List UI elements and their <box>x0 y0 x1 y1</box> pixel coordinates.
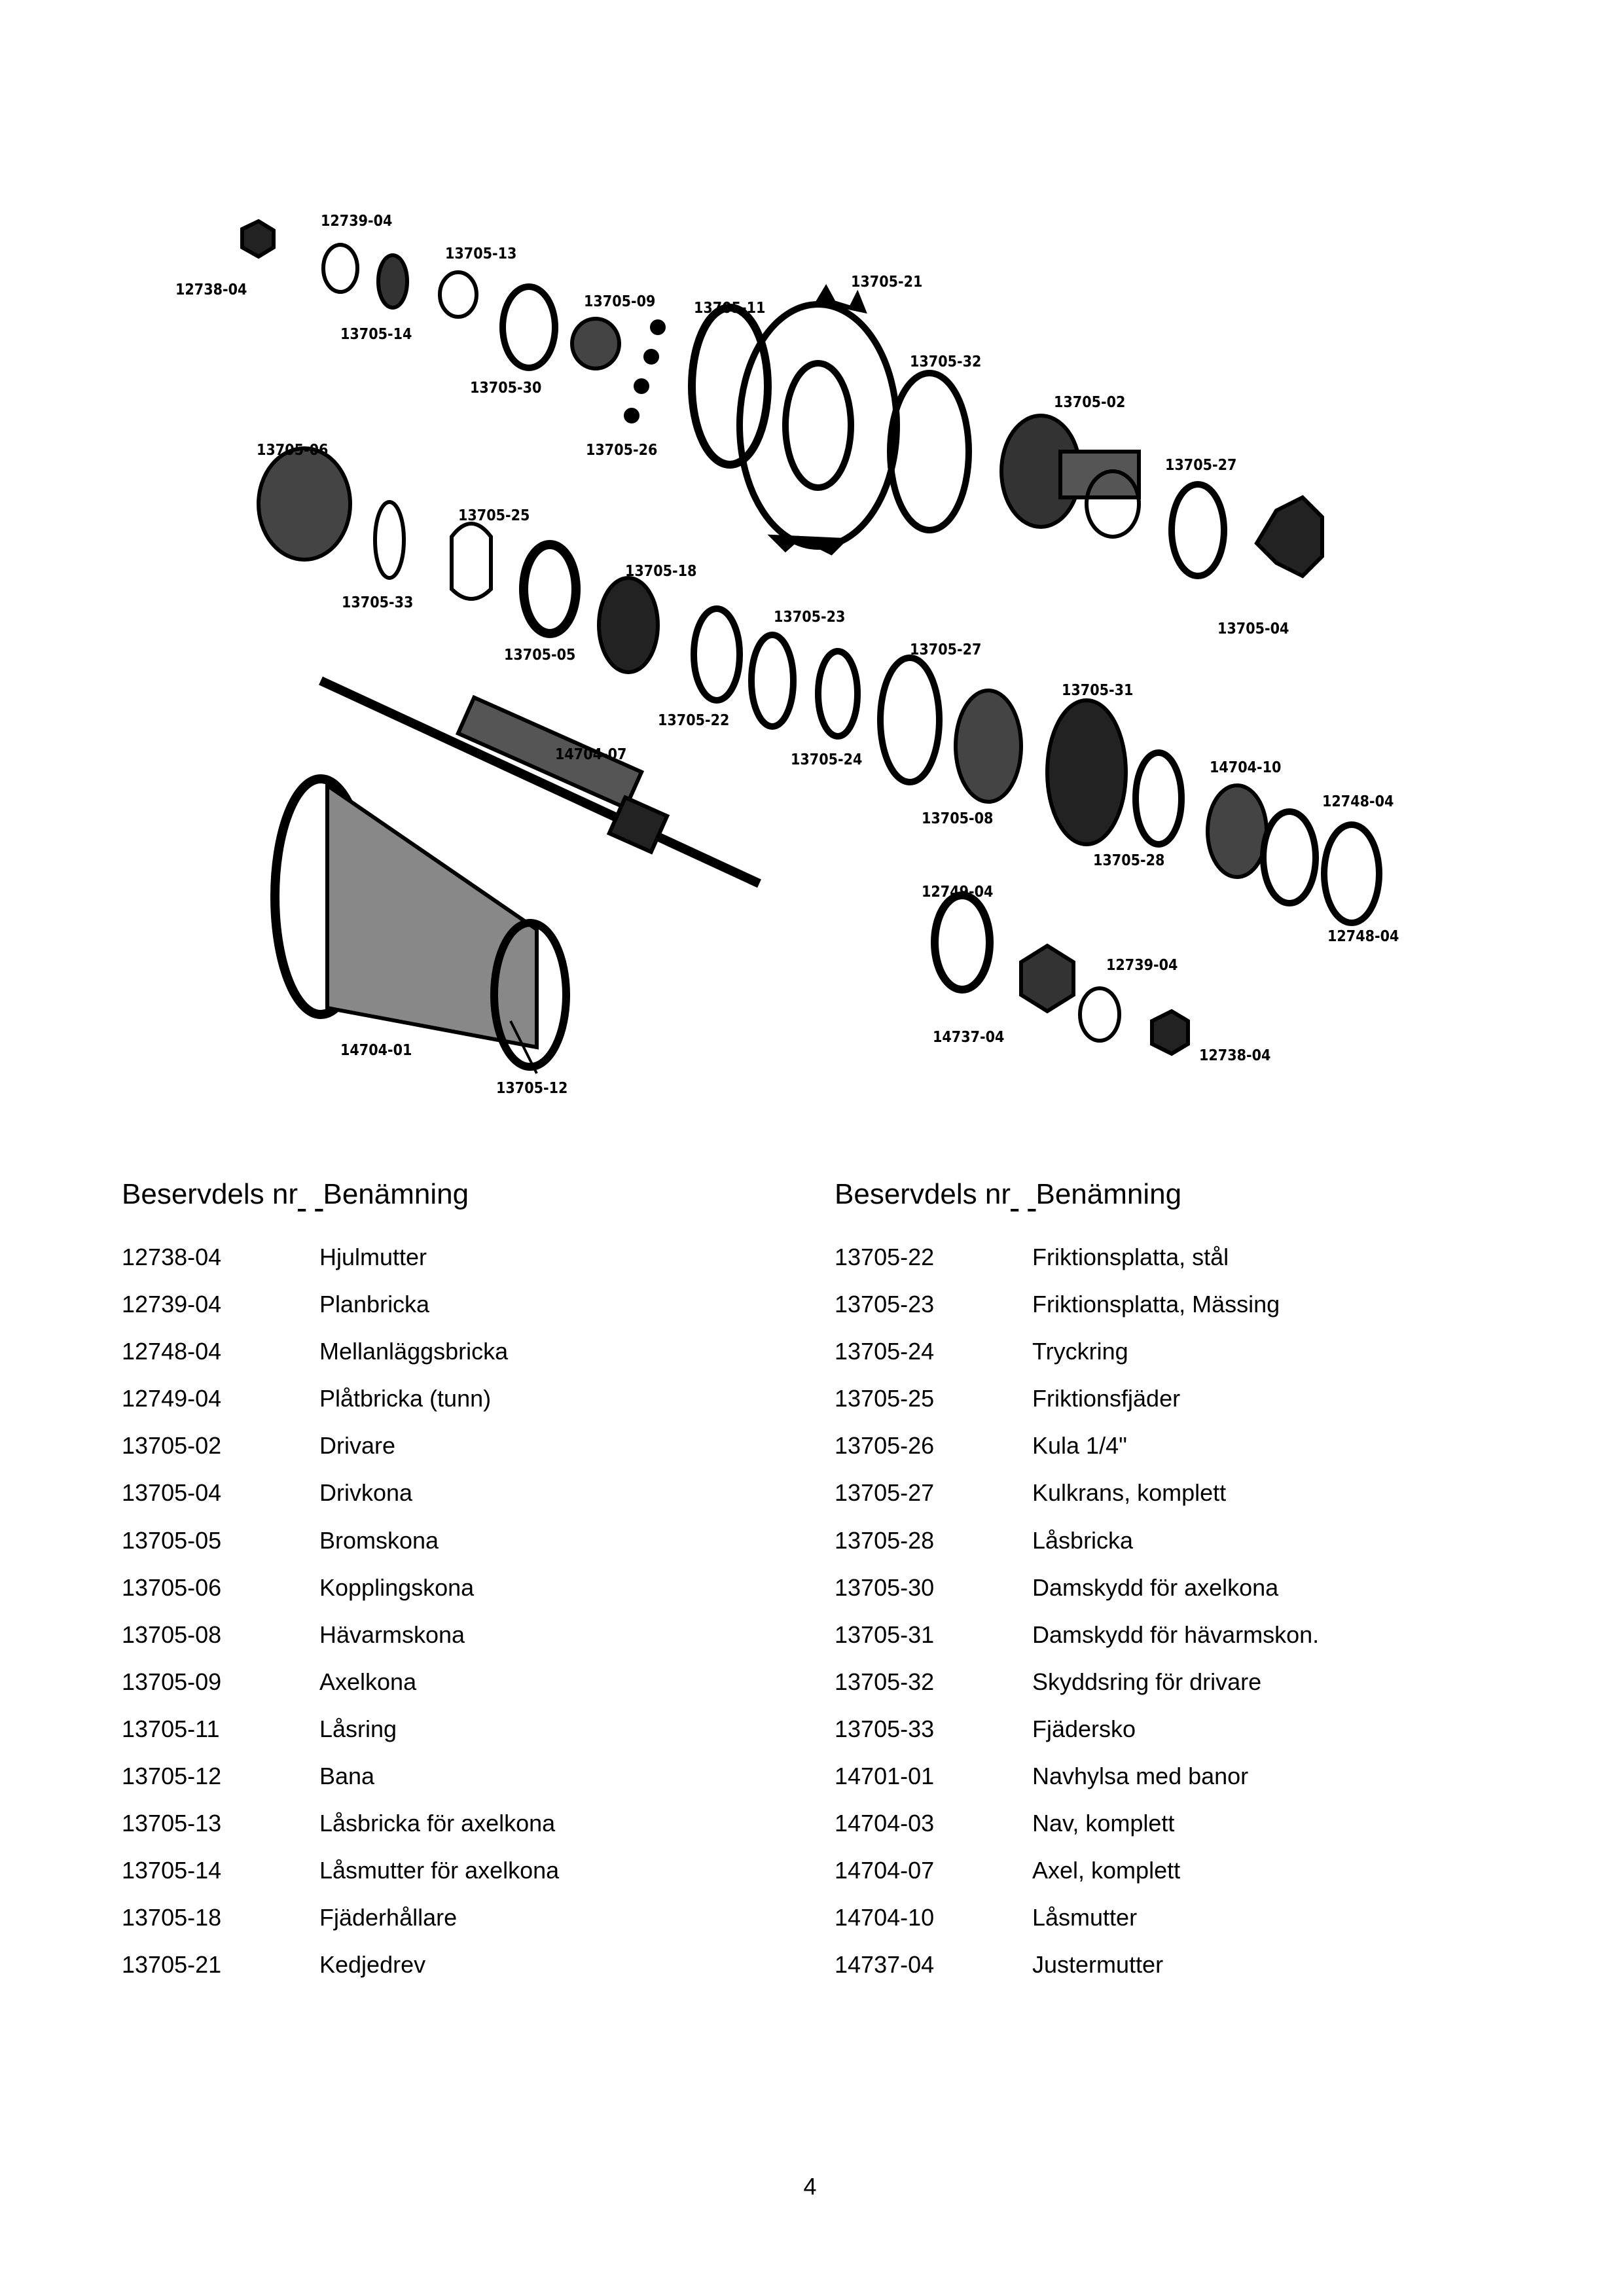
parts-row <box>835 1244 1555 1291</box>
part-name: Plåtbricka (tunn) <box>319 1385 492 1412</box>
header-part-name: Benämning <box>1035 1178 1182 1210</box>
part-number: 13705-24 <box>835 1338 935 1365</box>
part-number: 13705-30 <box>835 1573 935 1601</box>
part-name: Axelkona <box>319 1668 417 1695</box>
diagram-label: 13705-27 <box>910 641 982 658</box>
parts-row <box>122 1715 776 1763</box>
diagram-label: 12749-04 <box>922 884 994 901</box>
parts-row <box>122 1432 776 1479</box>
diagram-label: 12738-04 <box>175 281 247 298</box>
diagram-label: 14704-07 <box>555 746 627 763</box>
parts-row <box>835 1904 1555 1951</box>
diagram-label: 13705-33 <box>342 594 414 611</box>
diagram-label: 13705-02 <box>1054 394 1126 411</box>
part-number: 13705-32 <box>835 1668 935 1695</box>
diagram-label: 13705-24 <box>791 751 863 768</box>
parts-row <box>835 1857 1555 1904</box>
diagram-label: 13705-21 <box>851 274 923 291</box>
part-number: 12748-04 <box>122 1338 222 1365</box>
part-name: Låsring <box>319 1715 397 1742</box>
parts-row <box>122 1904 776 1951</box>
part-name: Mellanläggsbricka <box>319 1338 509 1365</box>
part-name: Bromskona <box>319 1526 439 1554</box>
parts-row <box>122 1338 776 1385</box>
part-name: Kulkrans, komplett <box>1032 1479 1227 1507</box>
parts-row <box>122 1527 776 1574</box>
part-number: 12749-04 <box>122 1385 222 1412</box>
right-column-header <box>835 1178 1181 1211</box>
parts-row <box>835 1479 1555 1526</box>
diagram-label: 13705-13 <box>445 245 517 262</box>
part-name: Tryckring <box>1032 1338 1128 1365</box>
part-name: Damskydd för hävarmskon. <box>1032 1621 1320 1648</box>
part-number: 13705-28 <box>835 1526 935 1554</box>
part-name: Drivare <box>319 1432 396 1460</box>
parts-row <box>122 1668 776 1715</box>
hub-shell-drawing <box>275 779 566 1067</box>
diagram-label: 14737-04 <box>933 1029 1005 1046</box>
washer-drawing <box>323 245 357 292</box>
part-number: 13705-25 <box>835 1385 935 1412</box>
part-name: Hjulmutter <box>319 1244 427 1270</box>
diagram-label: 14704-01 <box>340 1042 412 1059</box>
part-number: 13705-22 <box>835 1244 935 1270</box>
header-part-number: Beservdels nr <box>835 1178 1011 1210</box>
parts-row <box>835 1338 1555 1385</box>
diagram-label: 13705-08 <box>922 810 994 827</box>
part-number: 12739-04 <box>122 1291 222 1318</box>
part-name: Hävarmskona <box>319 1621 465 1648</box>
parts-row <box>122 1479 776 1526</box>
parts-row <box>835 1810 1555 1857</box>
part-name: Drivkona <box>319 1479 413 1507</box>
diagram-label: 12748-04 <box>1322 793 1394 810</box>
part-number: 13705-11 <box>122 1715 220 1742</box>
parts-row <box>835 1668 1555 1715</box>
parts-row <box>835 1763 1555 1810</box>
left-column-header <box>122 1178 469 1211</box>
diagram-label: 12739-04 <box>321 213 393 230</box>
parts-row <box>122 1763 776 1810</box>
page-number: 4 <box>803 2173 817 2200</box>
parts-row <box>122 1857 776 1904</box>
part-name: Fjädersko <box>1032 1715 1136 1742</box>
parts-row <box>835 1951 1555 1998</box>
part-number: 14704-03 <box>835 1810 935 1837</box>
diagram-label: 13705-05 <box>504 647 576 664</box>
part-number: 13705-21 <box>122 1951 222 1979</box>
part-name: Kopplingskona <box>319 1573 475 1601</box>
part-number: 14701-01 <box>835 1763 935 1790</box>
diagram-label: 13705-12 <box>496 1080 568 1097</box>
diagram-label: 13705-25 <box>458 507 530 524</box>
part-name: Damskydd för axelkona <box>1032 1573 1279 1601</box>
diagram-label: 13705-04 <box>1217 620 1289 637</box>
diagram-label: 12738-04 <box>1199 1047 1271 1064</box>
part-name: Låsbricka för axelkona <box>319 1810 556 1837</box>
part-name: Fjäderhållare <box>319 1904 458 1931</box>
part-name: Skyddsring för drivare <box>1032 1668 1262 1695</box>
part-number: 13705-05 <box>122 1526 222 1554</box>
parts-row <box>122 1574 776 1621</box>
part-name: Låsmutter <box>1032 1904 1138 1931</box>
part-number: 13705-13 <box>122 1810 222 1837</box>
part-number: 13705-08 <box>122 1621 222 1648</box>
part-name: Kedjedrev <box>319 1951 426 1979</box>
diagram-label: 13705-11 <box>694 300 766 317</box>
part-name: Justermutter <box>1032 1951 1164 1979</box>
parts-row <box>122 1951 776 1998</box>
header-part-name: Benämning <box>323 1178 469 1210</box>
diagram-label: 13705-06 <box>257 442 329 459</box>
parts-row <box>122 1621 776 1668</box>
parts-row <box>835 1574 1555 1621</box>
diagram-label: 13705-18 <box>625 563 697 580</box>
diagram-label: 13705-26 <box>586 442 658 459</box>
diagram-label: 13705-14 <box>340 326 412 343</box>
parts-row <box>122 1385 776 1432</box>
part-name: Navhylsa med banor <box>1032 1763 1249 1790</box>
part-number: 13705-09 <box>122 1668 222 1695</box>
exploded-hub-diagram <box>0 0 1620 1126</box>
part-number: 13705-12 <box>122 1763 222 1790</box>
part-number: 14704-10 <box>835 1904 935 1931</box>
diagram-label: 12739-04 <box>1106 957 1178 974</box>
part-name: Friktionsplatta, stål <box>1032 1244 1229 1270</box>
parts-list-right <box>835 1244 1555 1999</box>
diagram-label: 13705-27 <box>1165 457 1237 474</box>
part-name: Låsmutter för axelkona <box>319 1857 560 1884</box>
diagram-label: 13705-22 <box>658 712 730 729</box>
part-number: 13705-26 <box>835 1432 935 1460</box>
parts-row <box>122 1244 776 1291</box>
diagram-label: 13705-09 <box>584 293 656 310</box>
parts-list-left <box>122 1244 776 1999</box>
diagram-label: 14704-10 <box>1210 759 1282 776</box>
part-name: Låsbricka <box>1032 1526 1134 1554</box>
parts-row <box>835 1385 1555 1432</box>
part-number: 13705-02 <box>122 1432 222 1460</box>
part-number: 13705-31 <box>835 1621 935 1648</box>
part-number: 13705-33 <box>835 1715 935 1742</box>
part-number: 13705-14 <box>122 1857 222 1884</box>
parts-row <box>835 1527 1555 1574</box>
part-number: 12738-04 <box>122 1244 222 1270</box>
part-number: 13705-18 <box>122 1904 222 1931</box>
wheel-nut-drawing <box>242 221 274 257</box>
part-name: Bana <box>319 1763 375 1790</box>
part-name: Axel, komplett <box>1032 1857 1181 1884</box>
parts-row <box>835 1291 1555 1338</box>
part-number: 14704-07 <box>835 1857 935 1884</box>
part-number: 13705-27 <box>835 1479 935 1507</box>
parts-row <box>122 1291 776 1338</box>
diagram-label: 13705-23 <box>774 609 846 626</box>
parts-row <box>835 1715 1555 1763</box>
diagram-label: 13705-32 <box>910 353 982 370</box>
part-number: 13705-23 <box>835 1291 935 1318</box>
part-number: 13705-04 <box>122 1479 222 1507</box>
part-name: Friktionsplatta, Mässing <box>1032 1291 1280 1318</box>
part-name: Nav, komplett <box>1032 1810 1175 1837</box>
part-number: 14737-04 <box>835 1951 935 1979</box>
parts-row <box>835 1432 1555 1479</box>
part-name: Planbricka <box>319 1291 430 1318</box>
parts-row <box>835 1621 1555 1668</box>
part-number: 13705-06 <box>122 1573 222 1601</box>
diagram-label: 13705-30 <box>470 380 542 397</box>
diagram-label: 12748-04 <box>1327 928 1399 945</box>
part-name: Friktionsfjäder <box>1032 1385 1181 1412</box>
diagram-label: 13705-28 <box>1093 852 1165 869</box>
diagram-label: 13705-31 <box>1062 682 1134 699</box>
header-part-number: Beservdels nr <box>122 1178 298 1210</box>
part-name: Kula 1/4" <box>1032 1432 1127 1460</box>
parts-row <box>122 1810 776 1857</box>
